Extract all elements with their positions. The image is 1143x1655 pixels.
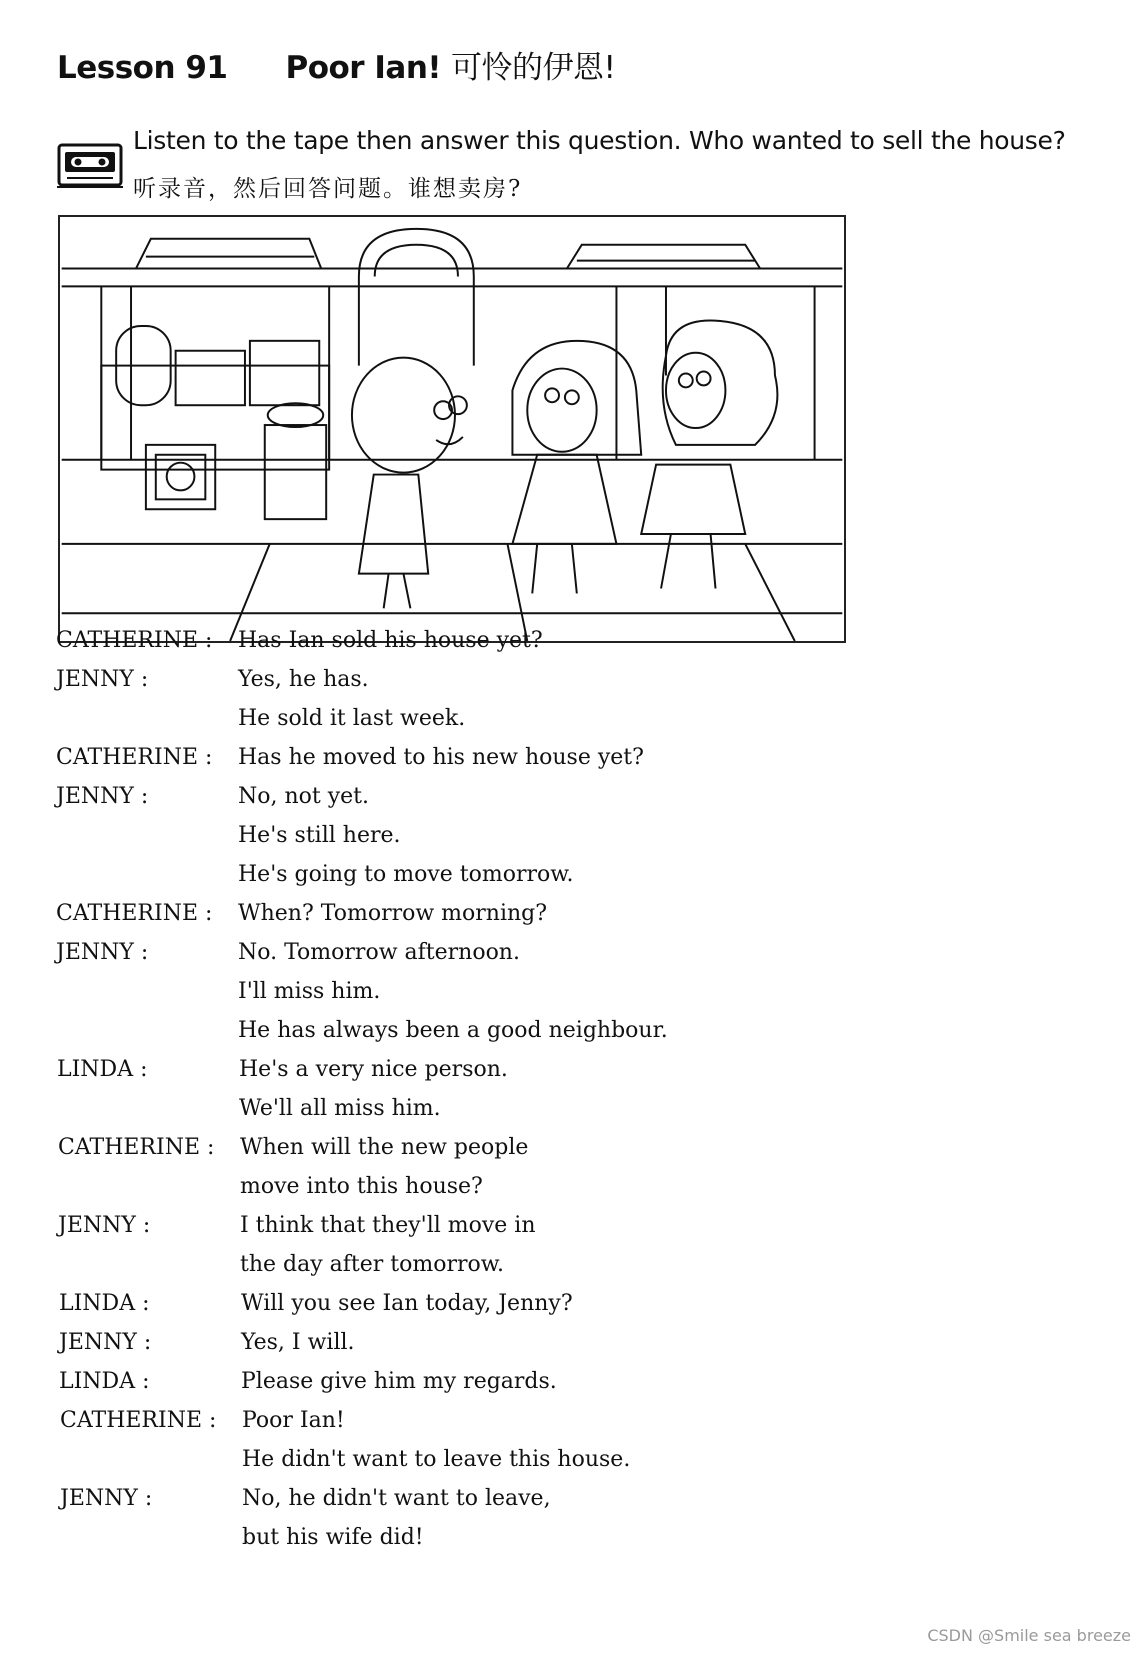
line-text: He sold it last week. [238, 706, 466, 731]
line-text: Please give him my regards. [241, 1369, 557, 1394]
speaker: CATHERINE : [56, 628, 213, 653]
speaker: CATHERINE : [58, 1135, 215, 1160]
line-text: I'll miss him. [238, 979, 381, 1004]
speaker: LINDA : [57, 1057, 148, 1082]
line-text: No. Tomorrow afternoon. [238, 940, 520, 965]
line-text: Has he moved to his new house yet? [238, 745, 644, 770]
cassette-tape-icon [57, 143, 123, 189]
line-text: He's going to move tomorrow. [238, 862, 574, 887]
line-text: When? Tomorrow morning? [238, 901, 548, 926]
instruction-chinese: 听录音，然后回答问题。谁想卖房? [133, 176, 523, 202]
line-text: but his wife did! [242, 1525, 424, 1550]
line-text: Yes, he has. [238, 667, 369, 692]
speaker: CATHERINE : [60, 1408, 217, 1433]
line-text: He's still here. [238, 823, 401, 848]
speaker: LINDA : [59, 1291, 150, 1316]
instruction-english: Listen to the tape then answer this question. Who wanted to sell the house? [133, 126, 1066, 155]
line-text: When will the new people [240, 1135, 529, 1160]
line-text: Has Ian sold his house yet? [238, 628, 543, 653]
speaker: JENNY : [59, 1330, 152, 1355]
line-text: Yes, I will. [241, 1330, 355, 1355]
speaker: JENNY : [56, 940, 149, 965]
line-text: He didn't want to leave this house. [242, 1447, 631, 1472]
lesson-chinese-title: 可怜的伊恩! [451, 50, 616, 86]
speaker: JENNY : [56, 667, 149, 692]
speaker: JENNY : [60, 1486, 153, 1511]
illustration [58, 215, 846, 643]
line-text: He has always been a good neighbour. [238, 1018, 668, 1043]
speaker: JENNY : [56, 784, 149, 809]
line-text: Poor Ian! [242, 1408, 345, 1433]
line-text: I think that they'll move in [240, 1213, 536, 1238]
line-text: We'll all miss him. [239, 1096, 441, 1121]
lesson-title [57, 42, 615, 87]
line-text: He's a very nice person. [239, 1057, 508, 1082]
speaker: JENNY : [58, 1213, 151, 1238]
speaker: LINDA : [59, 1369, 150, 1394]
line-text: Will you see Ian today, Jenny? [241, 1291, 573, 1316]
lesson-english-title: Poor Ian! [285, 50, 442, 86]
line-text: No, he didn't want to leave, [242, 1486, 551, 1511]
watermark: CSDN @Smile sea breeze [927, 1626, 1131, 1645]
line-text: move into this house? [240, 1174, 483, 1199]
speaker: CATHERINE : [56, 745, 213, 770]
lesson-number: Lesson 91 [57, 50, 228, 86]
line-text: the day after tomorrow. [240, 1252, 504, 1277]
line-text: No, not yet. [238, 784, 370, 809]
speaker: CATHERINE : [56, 901, 213, 926]
